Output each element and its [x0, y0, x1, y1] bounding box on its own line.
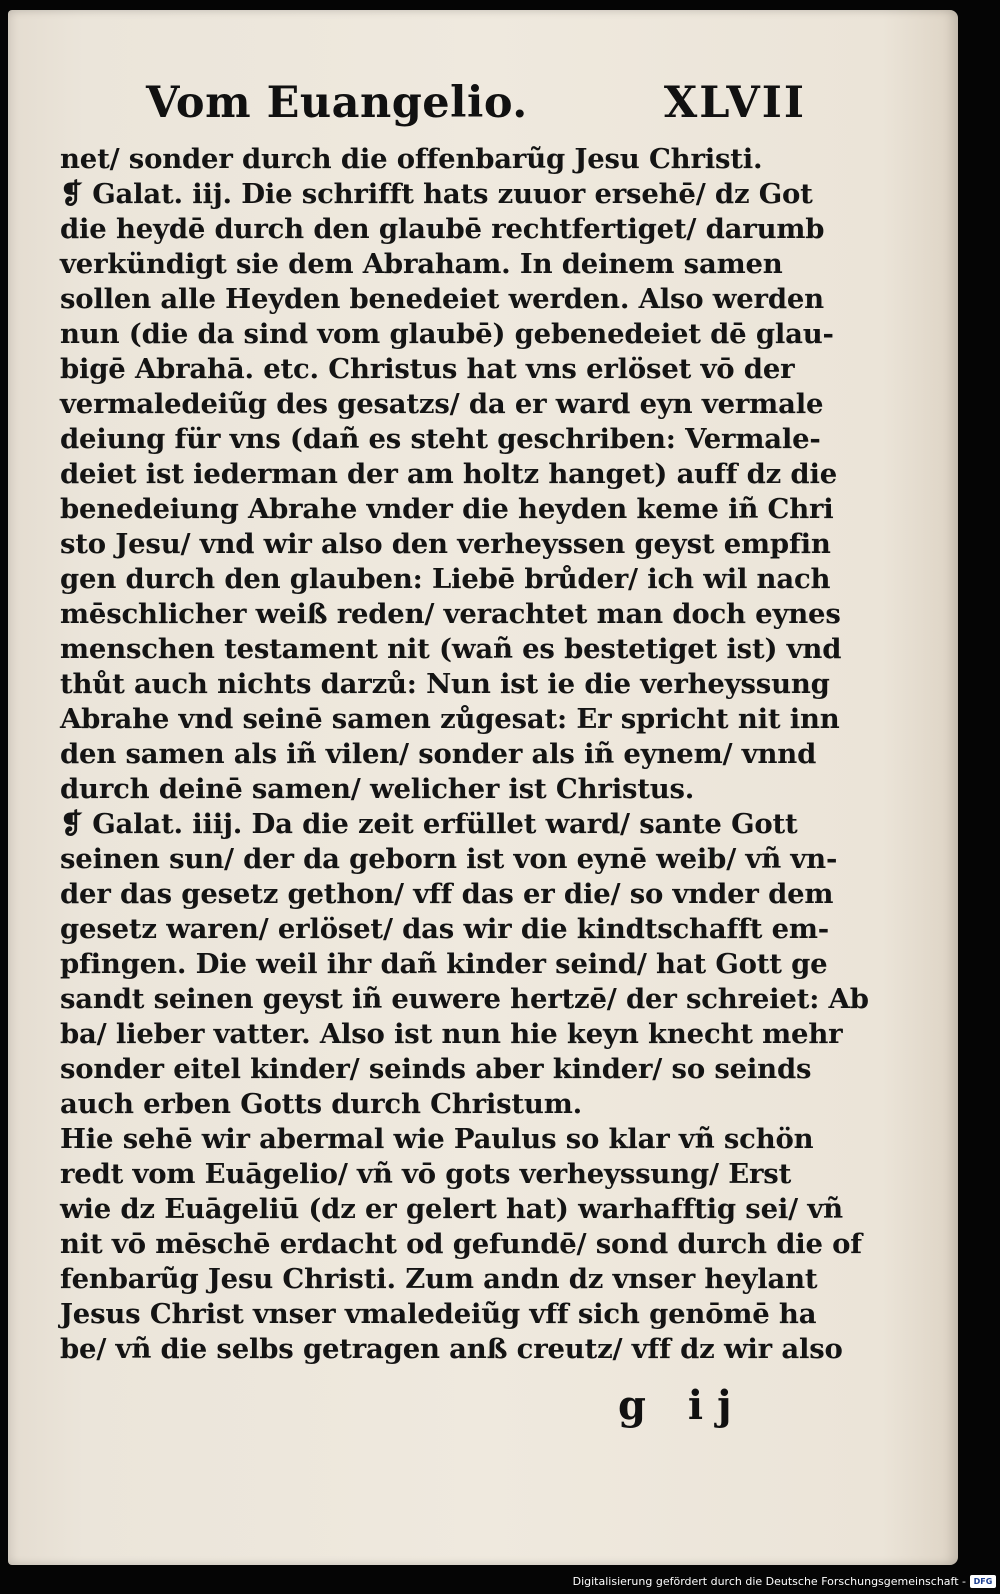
folio-number: XLVII: [663, 78, 806, 128]
text-line: thůt auch nichts darzů: Nun ist ie die verheyssung: [60, 668, 830, 700]
text-line: die heydē durch den glaubē rechtfertiget/ darumb: [60, 213, 825, 245]
funding-credit: Digitalisierung gefördert durch die Deutsche Forschungsgemeinschaft -: [572, 1574, 966, 1588]
text-line: ❡ Galat. iij. Die schrifft hats zuuor ersehē/ dz Got: [60, 178, 813, 210]
text-line: mēschlicher weiß reden/ verachtet man doch eynes: [60, 598, 841, 630]
text-line: verkündigt sie dem Abraham. In deinem samen: [60, 248, 783, 280]
text-line: deiet ist iederman der am holtz hanget) auff dz die: [60, 458, 838, 490]
text-line: nun (die da sind vom glaubē) gebenedeiet dē glau-: [60, 318, 834, 350]
text-line: Jesus Christ vnser vmaledeiũg vff sich genōmē ha: [60, 1298, 817, 1330]
text-line: vermaledeiũg des gesatzs/ da er ward eyn vermale: [60, 388, 824, 420]
text-line: Hie sehē wir abermal wie Paulus so klar vñ schön: [60, 1123, 814, 1155]
text-line: auch erben Gotts durch Christum.: [60, 1088, 582, 1120]
text-line: Abrahe vnd seinē samen zůgesat: Er spricht nit inn: [60, 703, 840, 735]
text-line: bigē Abrahā. etc. Christus hat vns erlöset vō der: [60, 353, 795, 385]
text-line: ❡ Galat. iiij. Da die zeit erfüllet ward/ sante Gott: [60, 808, 798, 840]
book-page: [8, 10, 958, 1565]
text-line: be/ vñ die selbs getragen anß creutz/ vff dz wir also: [60, 1333, 843, 1365]
text-line: net/ sonder durch die offenbarũg Jesu Christi.: [60, 143, 763, 175]
text-line: durch deinē samen/ welicher ist Christus.: [60, 773, 695, 805]
text-line: nit vō mēschē erdacht od gefundē/ sond durch die of: [60, 1228, 862, 1260]
text-line: menschen testament nit (wañ es bestetiget ist) vnd: [60, 633, 842, 665]
dfg-logo-icon: DFG: [970, 1575, 996, 1588]
text-line: ba/ lieber vatter. Also ist nun hie keyn knecht mehr: [60, 1018, 843, 1050]
digitization-footer: [573, 1572, 996, 1590]
text-line: der das gesetz gethon/ vff das er die/ so vnder dem: [60, 878, 834, 910]
text-line: sollen alle Heyden benedeiet werden. Also werden: [60, 283, 824, 315]
text-line: seinen sun/ der da geborn ist von eynē weib/ vñ vn-: [60, 843, 838, 875]
running-header: [146, 78, 806, 138]
text-line: den samen als iñ vilen/ sonder als iñ eynem/ vnnd: [60, 738, 817, 770]
text-line: gesetz waren/ erlöset/ das wir die kindtschafft em-: [60, 913, 829, 945]
text-line: wie dz Euāgeliū (dz er gelert hat) warhafftig sei/ vñ: [60, 1193, 843, 1225]
text-line: redt vom Euāgelio/ vñ vō gots verheyssung/ Erst: [60, 1158, 792, 1190]
text-line: fenbarũg Jesu Christi. Zum andn dz vnser heylant: [60, 1263, 818, 1295]
text-line: gen durch den glauben: Liebē brůder/ ich wil nach: [60, 563, 831, 595]
running-title: Vom Euangelio.: [146, 78, 528, 128]
text-line: sto Jesu/ vnd wir also den verheyssen geyst empfin: [60, 528, 831, 560]
signature-mark: g ij: [618, 1382, 746, 1429]
text-line: sonder eitel kinder/ seinds aber kinder/ so seinds: [60, 1053, 812, 1085]
text-line: deiung für vns (dañ es steht geschriben: Vermale-: [60, 423, 821, 455]
text-line: sandt seinen geyst iñ euwere hertzē/ der schreiet: Ab: [60, 983, 869, 1015]
text-line: pfingen. Die weil ihr dañ kinder seind/ hat Gott ge: [60, 948, 828, 980]
text-line: benedeiung Abrahe vnder die heyden keme iñ Chri: [60, 493, 834, 525]
body-text: [60, 142, 869, 1367]
